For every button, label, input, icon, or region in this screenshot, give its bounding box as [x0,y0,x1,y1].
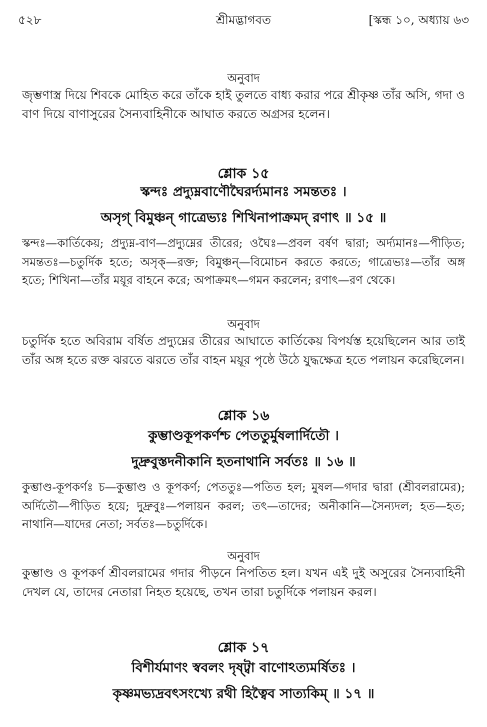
synonyms-paragraph: কুম্ভাণ্ড-কূপকর্ণঃ চ—কুম্ভাণ্ড ও কূপকর্ণ; পেততুঃ—পতিত হল; মুষল—গদার দ্বারা (শ্রীবলরামের); অর্দিতৌ—পীড়িত হয়ে; দুদ্রুবুঃ—পলায়ন করল; তৎ—তাদের; অনীকানি—সৈন্যদল; হত—হত; নাথানি—যাদের নেতা; সর্বতঃ—চতুর্দিকে। [22,480,465,531]
verse-line: কুম্ভাণ্ডকূপকর্ণশ্চ পেততুর্মুষলার্দিতৌ । [148,428,339,444]
page-number: ৫২৮ [18,13,42,27]
translation-label: অনুবাদ [227,71,260,85]
verse-line: অসৃগ্ বিমুঞ্চন্ গাত্রেভ্যঃ শিখিনাপাক্রমদ্ রণাৎ ॥ ১৫ ॥ [100,210,387,226]
translation-paragraph: জৃম্ভণাস্ত্র দিয়ে শিবকে মোহিত করে তাঁকে হাই তুলতে বাধ্য করার পরে শ্রীকৃষ্ণ তাঁর অসি, গদা ও বাণ দিয়ে বাণাসুরের সৈন্যবাহিনীকে আঘাত করতে অগ্রসর হলেন। [22,88,466,121]
book-title: শ্রীমদ্ভাগবত [215,13,271,27]
verse-line: স্কন্দঃ প্রদ্যুম্নবাণৌঘৈরর্দ্যমানঃ সমন্ততঃ । [140,184,347,200]
translation-paragraph: চতুর্দিক হতে অবিরাম বর্ষিত প্রদ্যুম্নের তীরের আঘাতে কার্তিকেয় বিপর্যস্ত হয়েছিলেন আর তাই তাঁর অঙ্গ হতে রক্ত ঝরতে ঝরতে তাঁর বাহন ময়ূর পৃষ্ঠে উঠে যুদ্ধক্ষেত্র হতে পলায়ন করেছিলেন। [22,334,465,367]
verse-title: শ্লোক ১৬ [217,408,270,424]
translation-paragraph: কুম্ভাণ্ড ও কূপকর্ণ শ্রীবলরামের গদার পীড়নে নিপতিত হল। যখন এই দুই অসুরের সৈন্যবাহিনী দেখল যে, তাদের নেতারা নিহত হয়েছে, তখন তারা চতুর্দিকে পলায়ন করল। [22,566,465,599]
section-reference: [স্কন্ধ ১০, অধ্যায় ৬৩ [368,13,469,27]
verse-line: বিশীর্যমাণং স্ববলং দৃষ্ট্বা বাণোঽত্যমর্ষিতঃ । [131,660,356,676]
verse-title: শ্লোক ১৭ [217,640,270,656]
verse-line: কৃষ্ণমভ্যদ্রবৎসংখ্যে রথী হিত্বৈব সাত্যকিম্ ॥ ১৭ ॥ [112,686,375,702]
verse-line: দুদ্রুবুস্তদনীকানি হতনাথানি সর্বতঃ ॥ ১৬ ॥ [131,454,356,470]
translation-label: অনুবাদ [227,317,260,331]
translation-label: অনুবাদ [227,549,260,563]
page-header [18,12,469,30]
verse-title: শ্লোক ১৫ [217,166,270,182]
synonyms-paragraph: স্কন্দঃ—কার্তিকেয়; প্রদ্যুম্ন-বাণ—প্রদ্যুম্নের তীরের; ওঘৈঃ—প্রবল বর্ষণ দ্বারা; অর্দ্যমানঃ—পীড়িত; সমন্ততঃ—চতুর্দিক হতে; অসৃক্—রক্ত; বিমুঞ্চন্—বিমোচন করতে করতে; গাত্রেভ্যঃ—তাঁর অঙ্গ হতে; শিখিনা—তাঁর ময়ূর বাহনে করে; অপাক্রমৎ—গমন করলেন; রণাৎ—রণ থেকে। [22,236,465,287]
